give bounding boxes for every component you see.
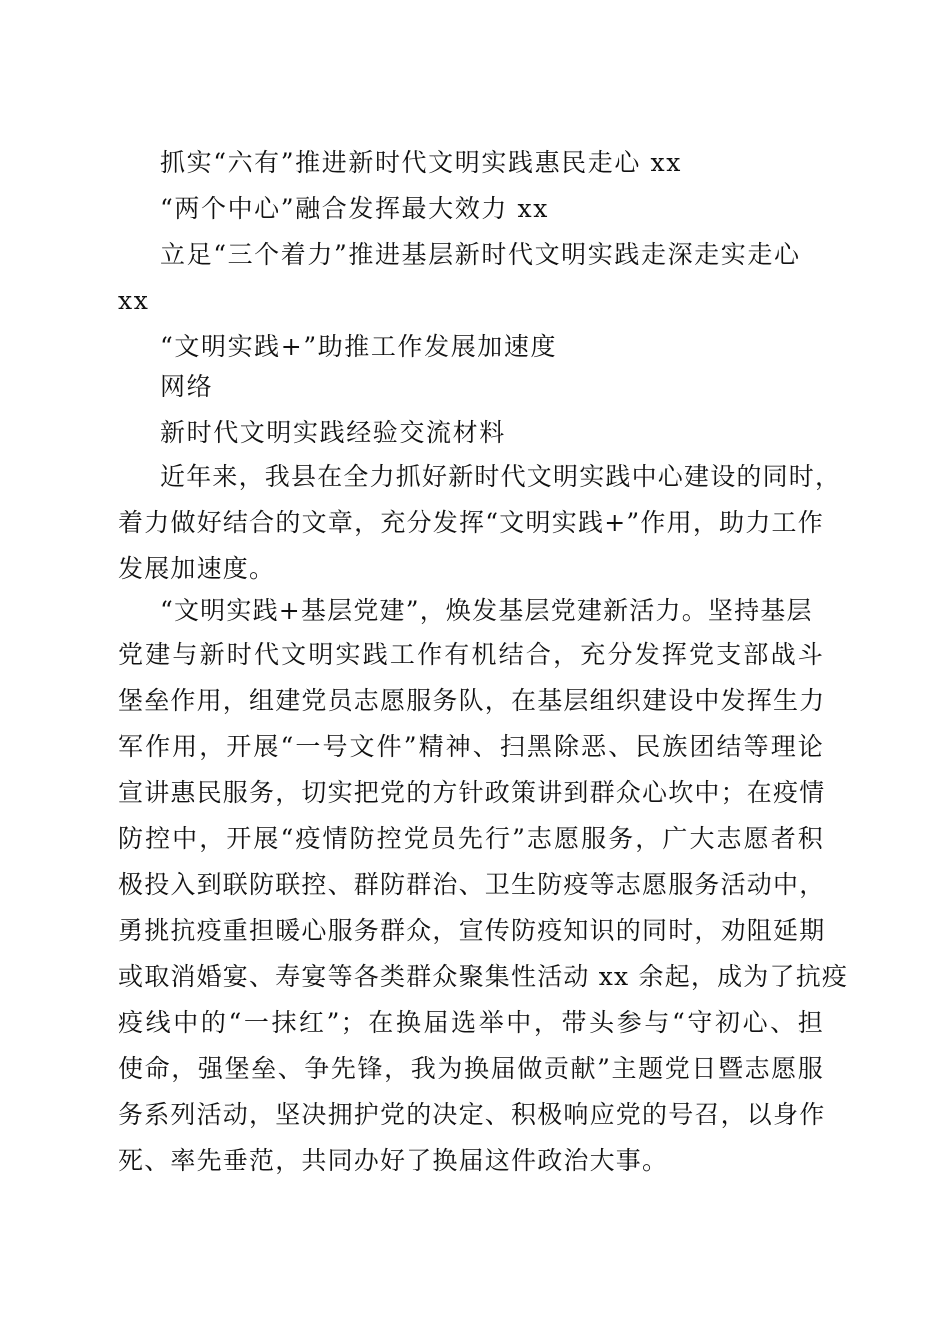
body-line-12: 死、率先垂范，共同办好了换届这件政治大事。 [118, 1146, 669, 1175]
body-line-11: 务系列活动，坚决拥护党的决定、积极响应党的号召，以身作 [118, 1100, 826, 1129]
title-line-1: 抓实“六有”推进新时代文明实践惠民走心 xx [160, 148, 682, 177]
intro-line-3: 发展加速度。 [118, 554, 276, 583]
source-label: 网络 [160, 372, 214, 401]
body-line-6: 极投入到联防联控、群防群治、卫生防疫等志愿服务活动中， [118, 870, 826, 899]
body-line-5: 防控中，开展“疫情防控党员先行”志愿服务，广大志愿者积 [118, 824, 824, 853]
article-title: “文明实践+”助推工作发展加速度 [160, 332, 558, 361]
intro-line-2: 着力做好结合的文章，充分发挥“文明实践+”作用，助力工作 [118, 508, 824, 537]
body-line-3: 军作用，开展“一号文件”精神、扫黑除恶、民族团结等理论 [118, 732, 824, 761]
body-line-4: 宣讲惠民服务，切实把党的方针政策讲到群众心坎中；在疫情 [118, 778, 826, 807]
body-line-7: 勇挑抗疫重担暖心服务群众，宣传防疫知识的同时，劝阻延期 [118, 916, 826, 945]
intro-line-1: 近年来，我县在全力抓好新时代文明实践中心建设的同时， [160, 462, 842, 491]
title-line-3: 立足“三个着力”推进基层新时代文明实践走深走实走心 [160, 240, 801, 269]
title-line-2: “两个中心”融合发挥最大效力 xx [160, 194, 549, 223]
subtitle: 新时代文明实践经验交流材料 [160, 418, 506, 447]
body-line-9: 疫线中的“一抹红”；在换届选举中，带头参与“守初心、担 [118, 1008, 824, 1037]
section-heading: “文明实践+基层党建”，焕发基层党建新活力。坚持基层 [160, 596, 813, 625]
body-line-8: 或取消婚宴、寿宴等各类群众聚集性活动 xx 余起，成为了抗疫 [118, 962, 849, 991]
body-line-10: 使命，强堡垒、争先锋，我为换届做贡献”主题党日暨志愿服 [118, 1054, 824, 1083]
body-line-1: 党建与新时代文明实践工作有机结合，充分发挥党支部战斗 [118, 640, 824, 669]
body-line-2: 堡垒作用，组建党员志愿服务队，在基层组织建设中发挥生力 [118, 686, 826, 715]
title-line-3-continuation: xx [118, 286, 150, 315]
